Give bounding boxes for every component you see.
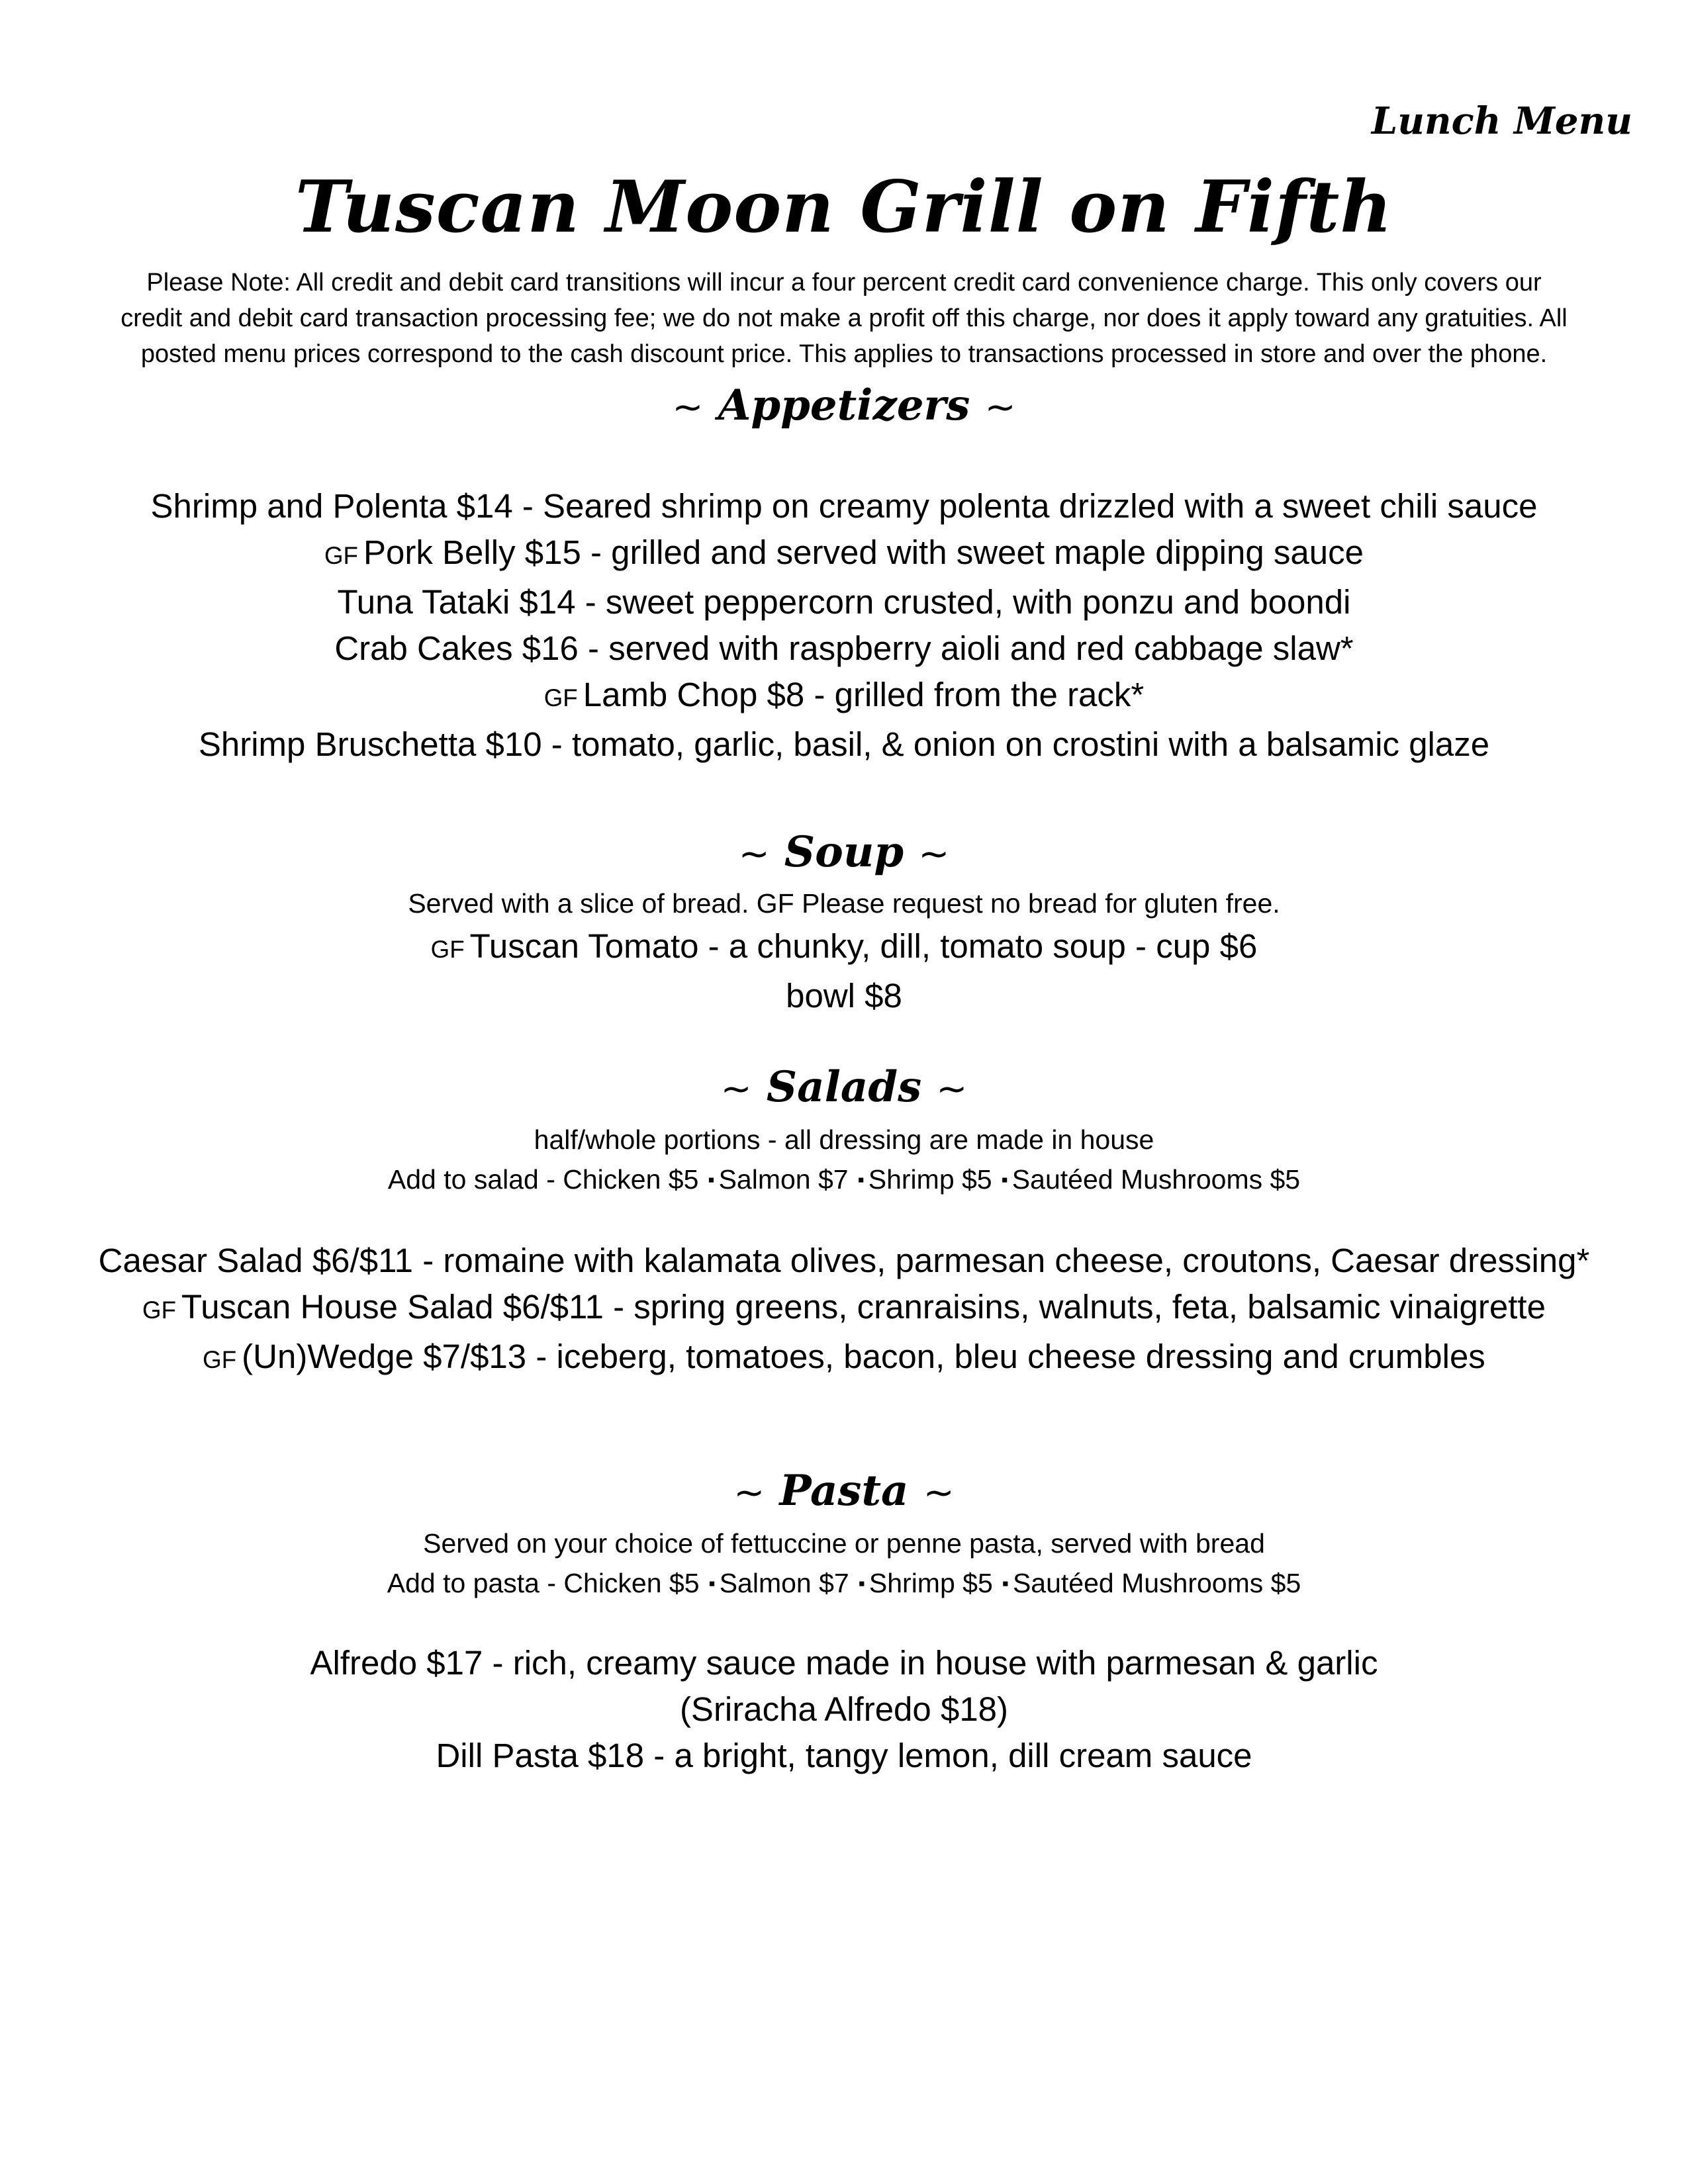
menu-item-continuation: bowl $8 [786,977,902,1015]
menu-item [0,579,1688,625]
addon-text: Add to pasta - Chicken $5 [387,1568,700,1598]
tilde-ornament: ~ [918,833,950,876]
tilde-ornament: ~ [672,386,704,429]
menu-item-text: (Un)Wedge $7/$13 - iceberg, tomatoes, bacon, bleu cheese dressing and crumbles [242,1338,1485,1375]
soup-heading [0,827,1688,877]
menu-item-text: Tuna Tataki $14 - sweet peppercorn crusted, with ponzu and boondi [337,583,1351,621]
menu-item-text: Tuscan Tomato - a chunky, dill, tomato soup - cup $6 [469,927,1258,965]
payment-notice [0,265,1688,372]
salads-note: half/whole portions - all dressing are made in house [534,1124,1154,1155]
menu-item-text: Pork Belly $15 - grilled and served with sweet maple dipping sauce [363,533,1364,571]
gluten-free-marker: GF [324,542,358,569]
gluten-free-marker: GF [430,936,465,963]
tilde-ornament: ~ [733,1471,765,1514]
addon-text: Salmon $7 [719,1568,849,1598]
addon-text: Shrimp $5 [868,1164,992,1195]
gluten-free-marker: GF [142,1297,177,1324]
section-title: Pasta [779,1466,909,1516]
notice-line: Please Note: All credit and debit card transitions will incur a four percent credit card convenience charge. This only covers our [146,269,1542,296]
lunch-menu-label: Lunch Menu [1371,99,1632,143]
pasta-list [0,1640,1688,1779]
notice-line: posted menu prices correspond to the cash discount price. This applies to transactions processed in store and over the phone. [140,340,1548,368]
salad-addons [0,1160,1688,1200]
tilde-ornament: ~ [720,1068,752,1111]
bullet-separator: ▪ [858,1572,865,1594]
section-title: Appetizers [718,381,970,430]
menu-item: (Sriracha Alfredo $18) [679,1690,1009,1728]
bullet-separator: ▪ [857,1169,865,1191]
salads-notes [0,1120,1688,1200]
salads-heading [0,1062,1688,1112]
menu-item [0,529,1688,579]
soup-note-text: Served with a slice of bread. [408,888,749,919]
menu-item-text: Caesar Salad $6/$11 - romaine with kalamata olives, parmesan cheese, croutons, Caesar dressing* [98,1242,1590,1279]
menu-item [0,483,1688,529]
bullet-separator: ▪ [708,1572,716,1594]
tilde-ornament: ~ [738,833,770,876]
bullet-separator: ▪ [1001,1169,1008,1191]
menu-item [0,1238,1688,1284]
notice-line: credit and debit card transaction processing fee; we do not make a profit off this charge, nor does it apply toward any gratuities. All [120,304,1568,332]
addon-text: Salmon $7 [718,1164,849,1195]
menu-item [0,1284,1688,1334]
pasta-heading [0,1466,1688,1516]
menu-item: Alfredo $17 - rich, creamy sauce made in house with parmesan & garlic [310,1644,1378,1682]
gluten-free-marker: GF [756,888,794,919]
menu-item [0,672,1688,721]
menu-item [0,1334,1688,1383]
tilde-ornament: ~ [936,1068,968,1111]
addon-text: Shrimp $5 [868,1568,993,1598]
soup-note-text: Please request no bread for gluten free. [802,888,1280,919]
tilde-ornament: ~ [923,1471,955,1514]
tilde-ornament: ~ [984,386,1016,429]
section-title: Salads [766,1062,922,1112]
salad-list [0,1238,1688,1383]
menu-item-text: Crab Cakes $16 - served with raspberry aioli and red cabbage slaw* [334,629,1354,667]
appetizer-list [0,483,1688,768]
pasta-addons [0,1563,1688,1604]
bullet-separator: ▪ [1002,1572,1009,1594]
gluten-free-marker: GF [203,1346,237,1373]
menu-item [0,625,1688,672]
soup-list [0,923,1688,1019]
menu-item [0,721,1688,768]
menu-item: Dill Pasta $18 - a bright, tangy lemon, dill cream sauce [436,1737,1252,1774]
menu-item-text: Shrimp Bruschetta $10 - tomato, garlic, basil, & onion on crostini with a balsamic glaze [198,725,1490,763]
pasta-note: Served on your choice of fettuccine or penne pasta, served with bread [423,1528,1265,1559]
appetizers-heading [0,381,1688,430]
soup-note [0,884,1688,923]
addon-text: Sautéed Mushrooms $5 [1011,1164,1301,1195]
bullet-separator: ▪ [708,1169,715,1191]
menu-item [0,923,1688,973]
restaurant-title: Tuscan Moon Grill on Fifth [295,165,1393,249]
menu-item-text: Lamb Chop $8 - grilled from the rack* [583,676,1145,713]
menu-item-text: Shrimp and Polenta $14 - Seared shrimp on creamy polenta drizzled with a sweet chili sauce [150,487,1538,525]
section-title: Soup [784,827,904,877]
addon-text: Sautéed Mushrooms $5 [1012,1568,1301,1598]
addon-text: Add to salad - Chicken $5 [387,1164,699,1195]
pasta-notes [0,1524,1688,1604]
menu-item-text: Tuscan House Salad $6/$11 - spring greens, cranraisins, walnuts, feta, balsamic vinaigrette [181,1288,1546,1326]
gluten-free-marker: GF [543,684,578,711]
